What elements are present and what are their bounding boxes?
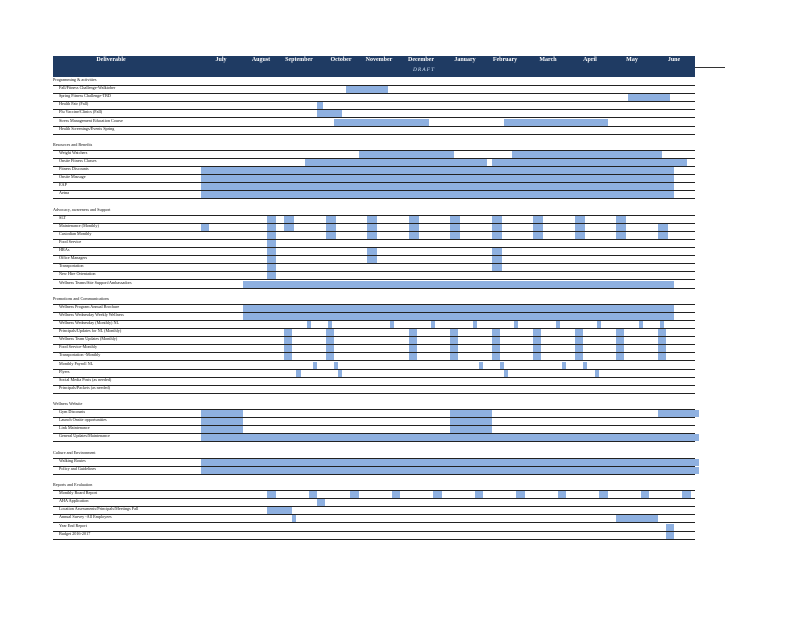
task-row — [53, 248, 695, 256]
schedule-bar — [660, 321, 664, 328]
task-label: Food Service — [59, 239, 82, 244]
schedule-bar — [583, 362, 587, 369]
schedule-bar — [450, 329, 458, 336]
task-label: Year End Report — [59, 522, 87, 528]
schedule-bar — [284, 329, 292, 336]
task-row — [53, 515, 695, 523]
schedule-bar — [595, 370, 599, 377]
schedule-bar — [616, 224, 626, 231]
schedule-bar — [492, 159, 687, 166]
schedule-bar — [616, 329, 624, 336]
schedule-bar — [334, 119, 429, 126]
schedule-bar — [243, 305, 675, 312]
task-label: Monthly Payroll NL — [59, 360, 94, 366]
task-row — [53, 337, 695, 345]
task-row — [53, 524, 695, 532]
schedule-bar — [267, 507, 292, 514]
schedule-bar — [658, 329, 666, 336]
task-label: Walking Routes — [59, 457, 86, 463]
schedule-bar — [243, 281, 675, 288]
task-row — [53, 264, 695, 272]
schedule-bar — [433, 491, 441, 498]
schedule-bar — [492, 224, 502, 231]
task-label: Transportation -Monthly — [59, 352, 101, 358]
schedule-bar — [558, 491, 566, 498]
task-label: Policy and Guidelines — [59, 465, 96, 471]
schedule-bar — [450, 410, 492, 417]
schedule-bar — [479, 362, 483, 369]
schedule-bar — [616, 515, 658, 522]
schedule-bar — [359, 151, 454, 158]
schedule-bar — [492, 256, 502, 263]
task-label: SLT — [59, 214, 67, 220]
schedule-bar — [450, 337, 458, 344]
schedule-bar — [267, 232, 275, 239]
schedule-bar — [201, 191, 674, 198]
schedule-bar — [201, 183, 674, 190]
schedule-bar — [450, 418, 492, 425]
schedule-bar — [309, 491, 317, 498]
schedule-bar — [390, 321, 394, 328]
task-label: Link Maintenance — [59, 425, 90, 431]
schedule-bar — [492, 248, 502, 255]
schedule-bar — [338, 370, 342, 377]
task-label: Wellness Program Annual Brochure — [59, 303, 120, 309]
schedule-bar — [504, 370, 508, 377]
section-label: Advocacy, awareness and Support — [53, 206, 111, 212]
task-row — [53, 329, 695, 337]
section-row — [53, 78, 695, 86]
month-header: November — [365, 57, 393, 63]
task-row — [53, 240, 695, 248]
schedule-bar — [492, 345, 500, 352]
task-label: Wellness Wednesday Weekly Wellness — [59, 311, 124, 317]
schedule-bar — [267, 248, 275, 255]
schedule-bar — [409, 232, 419, 239]
schedule-bar — [367, 232, 377, 239]
schedule-bar — [616, 232, 626, 239]
schedule-bar — [201, 418, 243, 425]
schedule-bar — [599, 491, 607, 498]
schedule-bar — [313, 362, 317, 369]
schedule-bar — [409, 345, 417, 352]
schedule-bar — [284, 337, 292, 344]
section-row — [53, 483, 695, 491]
schedule-bar — [666, 524, 674, 531]
task-row — [53, 281, 695, 289]
schedule-bar — [317, 102, 323, 109]
task-label: Flyers — [59, 368, 70, 374]
schedule-bar — [533, 232, 543, 239]
task-label: Principals/Updates for NL (Monthly) — [59, 328, 122, 334]
schedule-bar — [658, 410, 700, 417]
task-row — [53, 370, 695, 378]
task-row — [53, 110, 695, 118]
task-row — [53, 459, 695, 467]
schedule-bar — [409, 329, 417, 336]
schedule-bar — [326, 345, 334, 352]
schedule-bar — [682, 491, 690, 498]
schedule-bar — [450, 345, 458, 352]
schedule-bar — [307, 321, 311, 328]
month-header: September — [285, 57, 313, 63]
schedule-bar — [492, 264, 502, 271]
schedule-bar — [516, 491, 524, 498]
task-row — [53, 94, 695, 102]
schedule-bar — [533, 329, 541, 336]
schedule-bar — [201, 167, 674, 174]
schedule-bar — [658, 232, 668, 239]
schedule-bar — [597, 321, 601, 328]
task-row — [53, 418, 695, 426]
schedule-bar — [450, 216, 460, 223]
task-label: Fall/Fitness Challenge-Walktober — [59, 85, 116, 91]
schedule-bar — [409, 337, 417, 344]
schedule-bar — [575, 232, 585, 239]
section-label: Programming & activities — [53, 77, 97, 82]
schedule-bar — [284, 216, 294, 223]
schedule-bar — [284, 353, 292, 360]
section-label: Culture and Environment — [53, 449, 96, 455]
month-header: August — [251, 57, 271, 63]
schedule-bar — [575, 224, 585, 231]
task-row — [53, 224, 695, 232]
schedule-bar — [201, 426, 243, 433]
schedule-bar — [296, 370, 300, 377]
task-row — [53, 532, 695, 540]
schedule-bar — [628, 94, 670, 101]
schedule-bar — [666, 532, 674, 539]
task-label: Monthly Board Report — [59, 490, 98, 496]
task-label: Aetna — [59, 190, 69, 196]
task-label: EAP — [59, 182, 67, 188]
schedule-bar — [575, 345, 583, 352]
schedule-bar — [409, 216, 419, 223]
schedule-bar — [292, 515, 296, 522]
schedule-bar — [616, 345, 624, 352]
schedule-bar — [243, 313, 675, 320]
schedule-bar — [267, 491, 275, 498]
section-row — [53, 208, 695, 216]
task-label: Transportation — [59, 263, 84, 269]
task-row — [53, 151, 695, 159]
spacer-row — [53, 443, 695, 450]
schedule-bar — [450, 353, 458, 360]
schedule-bar — [326, 224, 336, 231]
month-header: February — [492, 57, 518, 63]
schedule-bar — [392, 491, 400, 498]
task-row — [53, 216, 695, 224]
schedule-bar — [658, 337, 666, 344]
task-label: New Hire Orientation — [59, 271, 96, 277]
schedule-bar — [616, 353, 624, 360]
task-label: HRAs — [59, 247, 70, 253]
schedule-bar — [533, 345, 541, 352]
schedule-bar — [512, 151, 661, 158]
task-label: General Updates/Maintenance — [59, 433, 110, 439]
schedule-bar — [267, 264, 275, 271]
schedule-bar — [201, 175, 674, 182]
schedule-bar — [475, 491, 483, 498]
task-label: Stress Management Education Course — [59, 117, 123, 123]
schedule-bar — [326, 329, 334, 336]
schedule-bar — [492, 232, 502, 239]
month-header: July — [215, 57, 227, 63]
schedule-bar — [504, 119, 608, 126]
task-row — [53, 378, 695, 386]
schedule-bar — [473, 321, 477, 328]
task-label: Health Fair (Fall) — [59, 101, 89, 107]
task-row — [53, 183, 695, 191]
task-row — [53, 191, 695, 199]
schedule-bar — [201, 434, 699, 441]
task-row — [53, 353, 695, 361]
task-row — [53, 272, 695, 280]
schedule-bar — [500, 362, 504, 369]
month-header: April — [583, 57, 597, 63]
task-row — [53, 410, 695, 418]
schedule-bar — [267, 216, 275, 223]
schedule-bar — [317, 110, 342, 117]
task-label: Location Assessments/Principals/Meetings Fall — [59, 506, 139, 512]
task-row — [53, 159, 695, 167]
schedule-bar — [305, 159, 488, 166]
schedule-bar — [492, 337, 500, 344]
task-row — [53, 305, 695, 313]
task-row — [53, 467, 695, 475]
section-label: Resources and Benefits — [53, 141, 93, 147]
task-row — [53, 386, 695, 394]
schedule-bar — [450, 224, 460, 231]
schedule-bar — [350, 491, 358, 498]
schedule-bar — [346, 86, 388, 93]
schedule-bar — [575, 329, 583, 336]
month-header: March — [539, 57, 557, 63]
spacer-row — [53, 135, 695, 142]
schedule-bar — [267, 240, 275, 247]
task-label: Office Managers — [59, 255, 88, 261]
schedule-bar — [326, 337, 334, 344]
task-row — [53, 491, 695, 499]
schedule-bar — [326, 216, 336, 223]
schedule-bar — [533, 353, 541, 360]
task-label: Food Service-Monthly — [59, 344, 98, 350]
schedule-bar — [641, 491, 649, 498]
section-row — [53, 451, 695, 459]
schedule-bar — [533, 216, 543, 223]
schedule-bar — [367, 216, 377, 223]
task-label: Maintenance (Monthly) — [59, 222, 99, 228]
schedule-bar — [334, 362, 338, 369]
schedule-bar — [575, 337, 583, 344]
task-row — [53, 175, 695, 183]
task-label: Budget 2016-2017 — [59, 530, 91, 536]
task-row — [53, 127, 695, 135]
schedule-bar — [367, 256, 377, 263]
schedule-bar — [267, 272, 275, 279]
schedule-bar — [658, 353, 666, 360]
task-row — [53, 167, 695, 175]
schedule-bar — [201, 224, 209, 231]
task-label: Weight Watchers — [59, 149, 88, 155]
task-row — [53, 313, 695, 321]
task-label: Spring Fitness Challenge-TBD — [59, 93, 111, 99]
spacer-row — [53, 200, 695, 207]
task-row — [53, 321, 695, 329]
schedule-bar — [639, 321, 643, 328]
task-label: Onsite Massage — [59, 174, 86, 180]
spacer-row — [53, 289, 695, 296]
draft-label: DRAFT — [412, 67, 436, 73]
schedule-bar — [616, 337, 624, 344]
month-header: January — [454, 57, 476, 63]
schedule-bar — [326, 232, 336, 239]
task-label: Flu Vaccine/Clinics (Fall) — [59, 109, 103, 115]
spacer-row — [53, 394, 695, 401]
schedule-bar — [267, 256, 275, 263]
schedule-bar — [328, 321, 332, 328]
schedule-bar — [326, 353, 334, 360]
spacer-row — [53, 475, 695, 482]
schedule-bar — [514, 321, 518, 328]
schedule-bar — [450, 232, 460, 239]
section-label: Reports and Evaluation — [53, 482, 93, 487]
schedule-bar — [658, 345, 666, 352]
month-header: June — [667, 57, 681, 63]
task-row — [53, 256, 695, 264]
task-row — [53, 499, 695, 507]
schedule-bar — [284, 224, 294, 231]
task-label: Launch Onsite opportunities — [59, 417, 107, 423]
schedule-bar — [450, 426, 492, 433]
task-row — [53, 426, 695, 434]
section-label: Promotions and Communications — [53, 295, 110, 301]
schedule-bar — [409, 353, 417, 360]
section-label: Wellness Website — [53, 401, 83, 406]
schedule-bar — [267, 224, 275, 231]
task-label: Onsite Fitness Classes — [59, 158, 97, 163]
schedule-bar — [367, 248, 377, 255]
schedule-bar — [492, 353, 500, 360]
task-label: Social Media Posts (as needed) — [59, 376, 112, 382]
schedule-bar — [284, 345, 292, 352]
schedule-bar — [201, 459, 699, 466]
schedule-bar — [658, 224, 668, 231]
task-row — [53, 345, 695, 353]
task-label: Wellness Wednesday (Monthly) NL — [59, 320, 120, 325]
schedule-bar — [367, 224, 377, 231]
schedule-bar — [533, 337, 541, 344]
month-header: October — [330, 57, 352, 63]
month-header: May — [626, 57, 638, 63]
task-label: Wellness Teams/Site Support/Ambassadors — [59, 279, 132, 285]
schedule-bar — [431, 321, 435, 328]
task-label: AHA Application — [59, 498, 89, 504]
task-label: Health Screenings/Events Spring — [59, 125, 115, 131]
schedule-bar — [409, 224, 419, 231]
task-row — [53, 362, 695, 370]
task-label: Principals/Packets (as needed) — [59, 384, 110, 390]
header-title: Deliverable — [96, 57, 126, 63]
task-row — [53, 232, 695, 240]
task-row — [53, 119, 695, 127]
task-label: Custodian Monthly — [59, 230, 92, 236]
schedule-bar — [317, 499, 325, 506]
task-label: Wellness Team Updates (Monthly) — [59, 336, 118, 342]
schedule-bar — [201, 410, 243, 417]
header-bar — [53, 56, 695, 77]
schedule-bar — [575, 353, 583, 360]
section-row — [53, 143, 695, 151]
schedule-bar — [492, 329, 500, 336]
section-row — [53, 402, 695, 410]
schedule-bar — [533, 224, 543, 231]
schedule-bar — [562, 362, 566, 369]
section-row — [53, 297, 695, 305]
schedule-bar — [556, 321, 560, 328]
schedule-bar — [201, 467, 699, 474]
schedule-bar — [575, 216, 585, 223]
schedule-bar — [616, 216, 626, 223]
task-label: Fitness Discounts — [59, 166, 89, 172]
task-row — [53, 507, 695, 515]
month-header: December — [408, 57, 434, 63]
task-label: Gym Discounts — [59, 409, 86, 415]
task-row — [53, 434, 695, 442]
task-label: Annual Survey -All Employees — [59, 514, 112, 520]
task-row — [53, 102, 695, 110]
schedule-bar — [492, 216, 502, 223]
task-row — [53, 86, 695, 94]
header-rule — [695, 56, 725, 68]
